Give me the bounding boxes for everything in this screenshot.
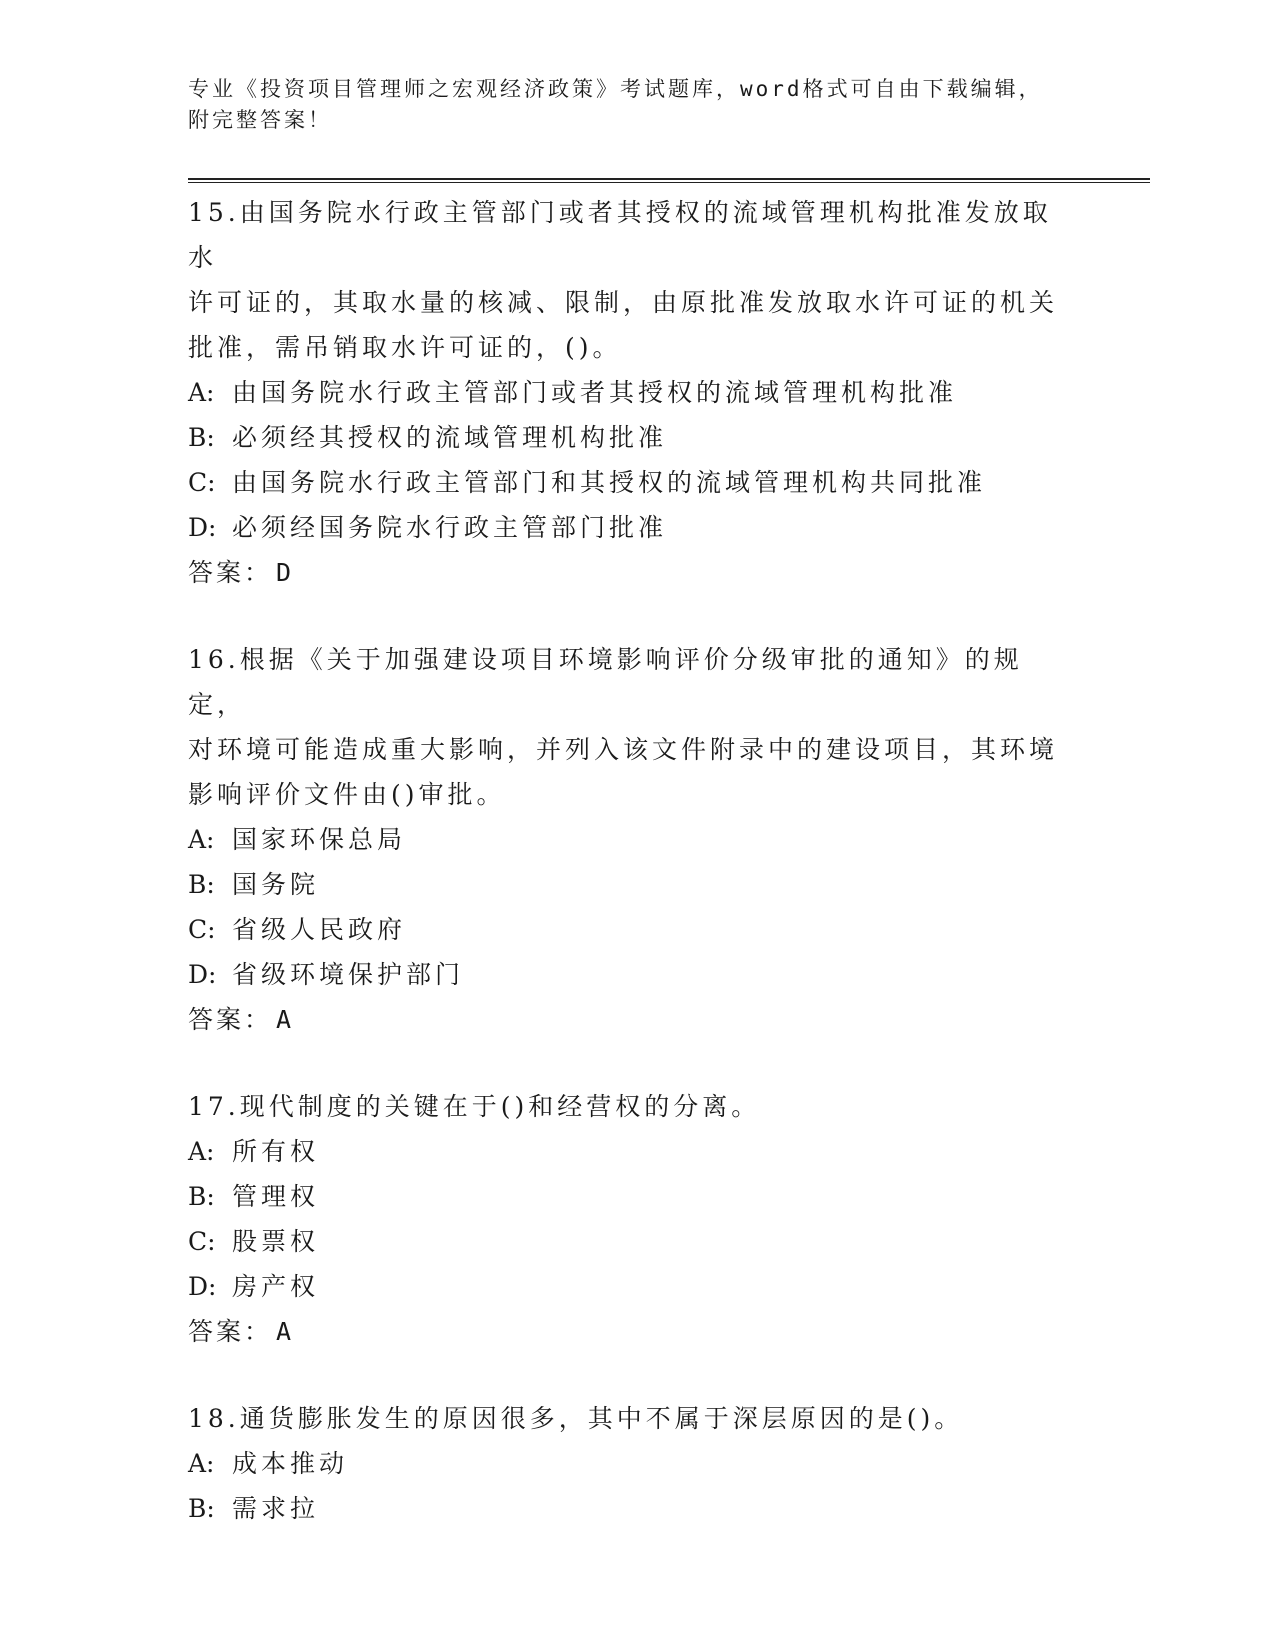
option-c <box>188 907 1068 952</box>
option-b <box>188 862 1068 907</box>
header-line-1: 专业《投资项目管理师之宏观经济政策》考试题库，word格式可自由下载编辑， <box>188 77 1043 101</box>
option-b <box>188 415 1068 460</box>
option-text: 股票权 <box>232 1227 320 1256</box>
option-key: B: <box>188 870 215 899</box>
header-line-2: 附完整答案！ <box>188 108 332 132</box>
option-b <box>188 1486 1068 1531</box>
option-key: A: <box>188 378 215 407</box>
answer <box>188 550 1068 595</box>
option-a <box>188 1129 1068 1174</box>
option-text: 房产权 <box>232 1272 320 1301</box>
question-stem-line: 批准，需吊销取水许可证的，()。 <box>188 333 622 362</box>
question-18 <box>188 1396 1068 1531</box>
option-text: 管理权 <box>232 1182 320 1211</box>
option-c <box>188 1219 1068 1264</box>
question-stem-line: 影响评价文件由()审批。 <box>188 780 506 809</box>
option-key: D: <box>188 513 217 542</box>
question-list <box>188 190 1068 1573</box>
question-stem-line: 许可证的，其取水量的核减、限制，由原批准发放取水许可证的机关 <box>188 288 1059 317</box>
option-text: 由国务院水行政主管部门或者其授权的流域管理机构批准 <box>232 378 958 407</box>
option-d <box>188 952 1068 997</box>
option-a <box>188 817 1068 862</box>
option-text: 需求拉 <box>232 1494 320 1523</box>
option-text: 成本推动 <box>232 1449 349 1478</box>
option-text: 国家环保总局 <box>232 825 407 854</box>
option-key: A: <box>188 1449 215 1478</box>
question-17 <box>188 1084 1068 1354</box>
option-text: 由国务院水行政主管部门和其授权的流域管理机构共同批准 <box>232 468 987 497</box>
answer <box>188 1309 1068 1354</box>
question-stem-line: 16.根据《关于加强建设项目环境影响评价分级审批的通知》的规定， <box>188 645 1023 719</box>
question-stem-line: 18.通货膨胀发生的原因很多，其中不属于深层原因的是()。 <box>188 1404 964 1433</box>
option-text: 国务院 <box>232 870 320 899</box>
document-header <box>188 74 1068 136</box>
answer-value: D <box>276 558 295 587</box>
option-key: C: <box>188 1227 216 1256</box>
option-d <box>188 1264 1068 1309</box>
option-key: B: <box>188 423 215 452</box>
answer-value: A <box>276 1005 295 1034</box>
option-a <box>188 1441 1068 1486</box>
option-text: 必须经国务院水行政主管部门批准 <box>232 513 668 542</box>
option-text: 省级环境保护部门 <box>232 960 465 989</box>
answer-label: 答案： <box>188 558 273 587</box>
option-key: A: <box>188 825 215 854</box>
question-stem-line: 对环境可能造成重大影响，并列入该文件附录中的建设项目，其环境 <box>188 735 1059 764</box>
option-text: 所有权 <box>232 1137 320 1166</box>
option-key: B: <box>188 1494 215 1523</box>
option-b <box>188 1174 1068 1219</box>
header-divider <box>188 178 1150 183</box>
option-c <box>188 460 1068 505</box>
answer <box>188 997 1068 1042</box>
option-key: C: <box>188 915 216 944</box>
question-stem-line: 17.现代制度的关键在于()和经营权的分离。 <box>188 1092 761 1121</box>
option-d <box>188 505 1068 550</box>
answer-label: 答案： <box>188 1317 273 1346</box>
question-16 <box>188 637 1068 1042</box>
question-15 <box>188 190 1068 595</box>
option-text: 省级人民政府 <box>232 915 407 944</box>
option-key: D: <box>188 960 217 989</box>
answer-value: A <box>276 1317 295 1346</box>
option-a <box>188 370 1068 415</box>
question-stem-line: 15.由国务院水行政主管部门或者其授权的流域管理机构批准发放取水 <box>188 198 1052 272</box>
option-key: A: <box>188 1137 215 1166</box>
option-text: 必须经其授权的流域管理机构批准 <box>232 423 668 452</box>
option-key: C: <box>188 468 216 497</box>
option-key: B: <box>188 1182 215 1211</box>
option-key: D: <box>188 1272 217 1301</box>
answer-label: 答案： <box>188 1005 273 1034</box>
